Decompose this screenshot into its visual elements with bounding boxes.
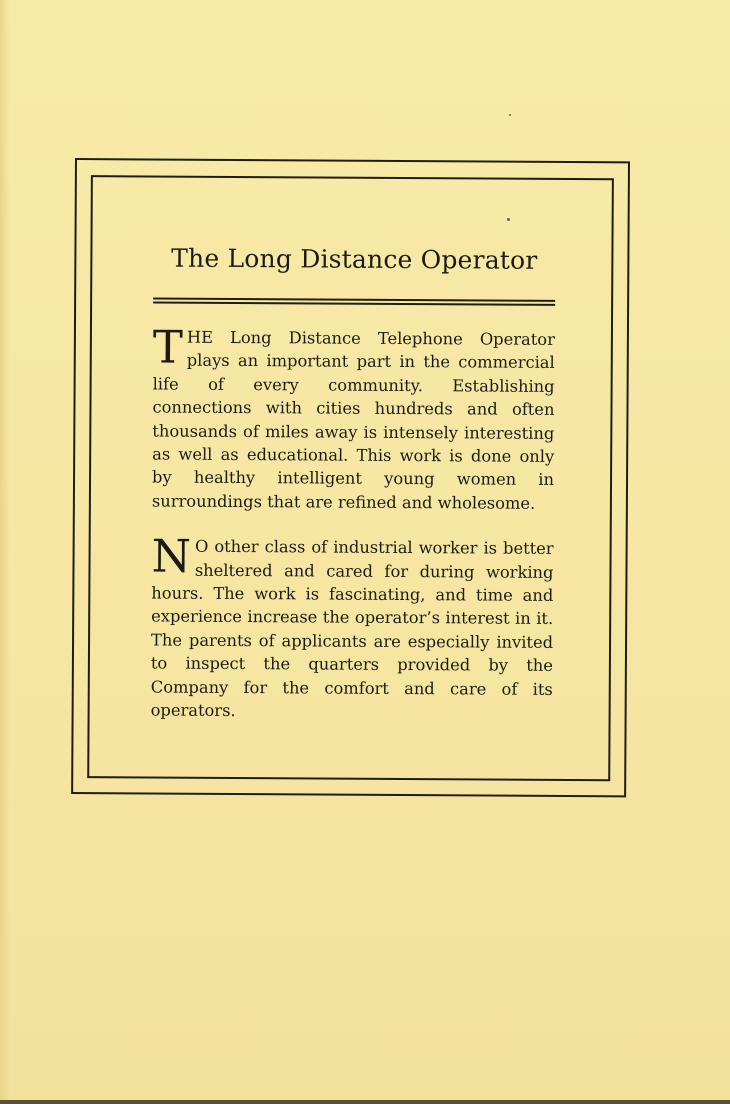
article-content (151, 241, 556, 724)
paragraph-2-text: O other class of industrial worker is better sheltered and cared for during working hours. The work is fascinating, and time and experience increase the operator’s interest in it. The parents of applicants are especially invited to inspect the quarters provided by the Company for the comfort and care of its operators. (150, 536, 554, 721)
outer-border-frame (71, 158, 630, 797)
drop-cap-t: T (152, 320, 184, 374)
page-title: The Long Distance Operator (171, 243, 538, 275)
paragraph-1-text: HE Long Distance Telephone Operator plays an important part in the commercial life of every community. Establishing connections with cities hundreds and often thousands of miles away is intensely interesting as well as educational. This work is done only by healthy intelligent young women in surroundings that are refined and wholesome. (151, 327, 555, 513)
title-double-rule (153, 297, 555, 305)
paragraph-2 (150, 529, 554, 725)
paragraph-1 (151, 320, 555, 515)
inner-border-frame (87, 175, 614, 781)
drop-cap-n: N (151, 529, 192, 583)
page-edge-shadow (0, 0, 10, 1104)
paper-speck (509, 114, 511, 116)
page-bottom-edge (0, 1100, 730, 1104)
